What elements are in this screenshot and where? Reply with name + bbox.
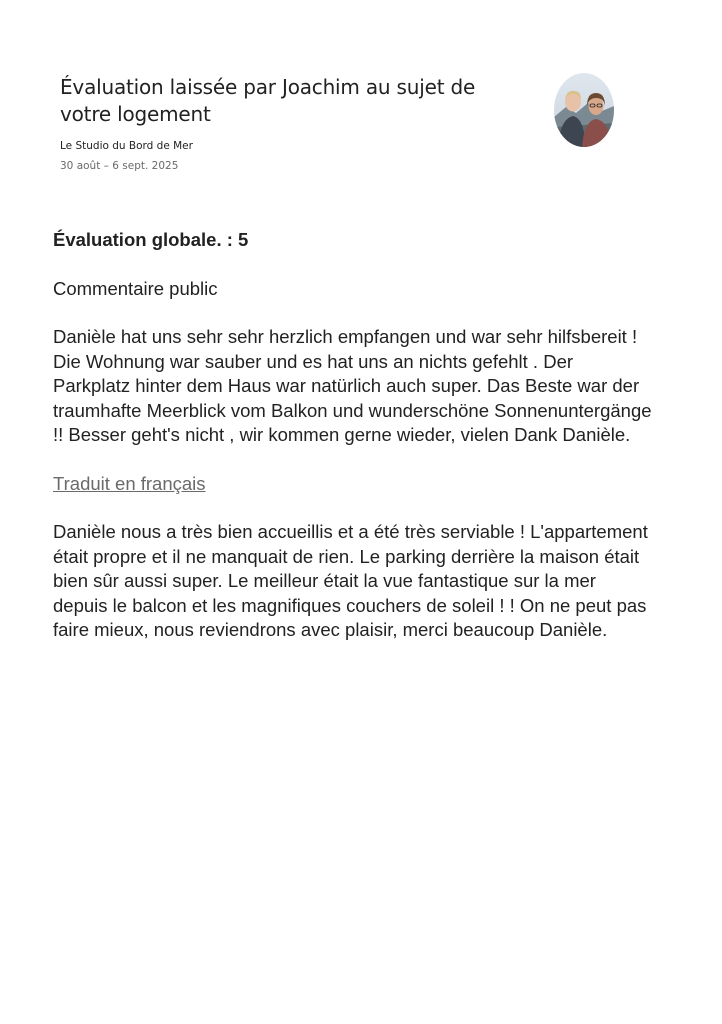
- reviewer-photo-icon: [554, 73, 614, 147]
- review-header: [60, 74, 520, 173]
- page-title: Évaluation laissée par Joachim au sujet de votre logement: [60, 75, 476, 126]
- avatar: [554, 73, 614, 147]
- translated-review-text: Danièle nous a très bien accueillis et a été très serviable ! L'appartement était propre et il ne manquait de rien. Le parking derrière la maison était bien sûr aussi super. Le meilleur était la vue fantastique sur la mer depuis le balcon et les magnifiques couchers de soleil ! ! On ne peut pas faire mieux, nous reviendrons avec plaisir, merci beaucoup Danièle.: [53, 521, 648, 640]
- overall-rating: Évaluation globale. : 5: [53, 229, 249, 250]
- review-body: [53, 228, 653, 643]
- translate-link[interactable]: Traduit en français: [53, 472, 206, 494]
- listing-name: Le Studio du Bord de Mer: [60, 140, 193, 152]
- public-comment-label: Commentaire public: [53, 277, 218, 299]
- original-review-text: Danièle hat uns sehr sehr herzlich empfangen und war sehr hilfsbereit ! Die Wohnung war sauber und es hat uns an nichts gefehlt . Der Parkplatz hinter dem Haus war natürlich auch super. Das Beste war der traumhafte Meerblick vom Balkon und wunderschöne Sonnenuntergänge !! Besser geht's nicht , wir kommen gerne wieder, vielen Dank Danièle.: [53, 326, 652, 445]
- stay-dates: 30 août – 6 sept. 2025: [60, 160, 179, 172]
